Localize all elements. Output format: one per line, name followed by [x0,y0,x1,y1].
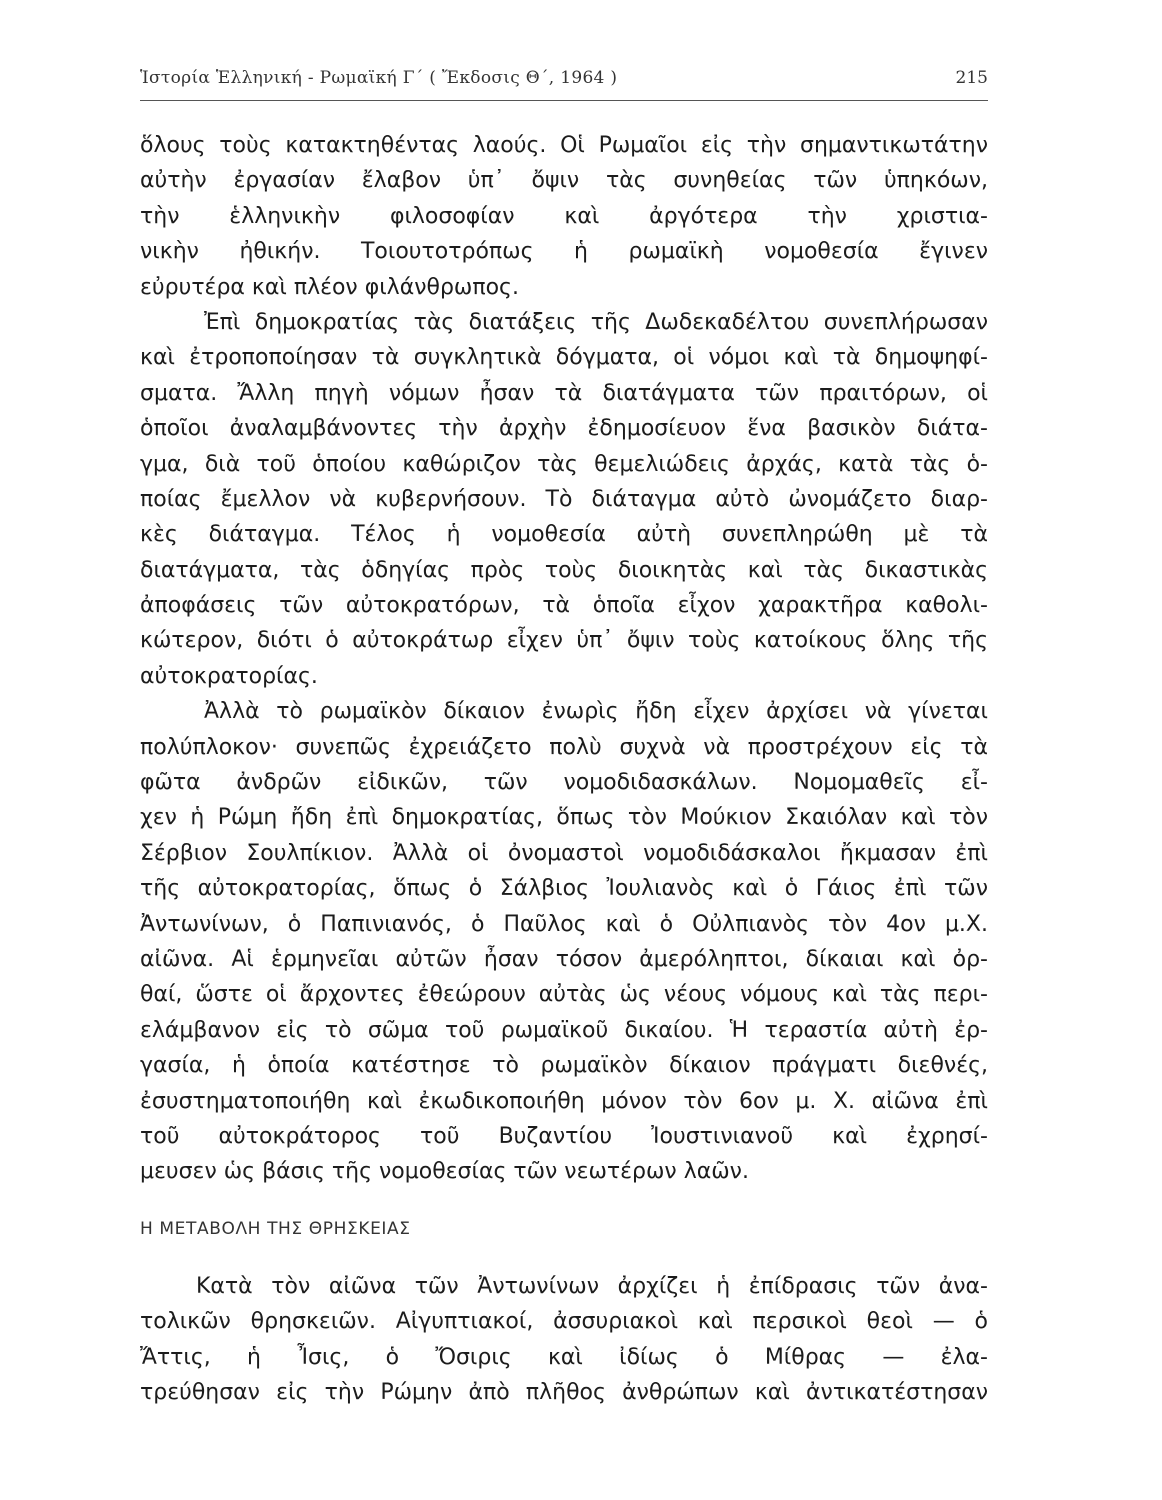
text-line: Ἀλλὰ τὸ ρωμαϊκὸν δίκαιον ἐνωρὶς ἤδη εἶχεν ἀρχίσει νὰ γίνεται [204,699,988,725]
text-line: ἀποφάσεις τῶν αὐτοκρατόρων, τὰ ὁποῖα εἶχον χαρακτῆρα καθολι- [140,593,988,619]
running-header [140,68,988,98]
text-line: διατάγματα, τὰς ὁδηγίας πρὸς τοὺς διοικητὰς καὶ τὰς δικαστικὰς [140,557,988,583]
text-line: τὴν ἑλληνικὴν φιλοσοφίαν καὶ ἀργότερα τὴν χριστια- [140,203,988,229]
text-line: τρεύθησαν εἰς τὴν Ρώμην ἀπὸ πλῆθος ἀνθρώπων καὶ ἀντικατέστησαν [140,1379,988,1405]
text-line: τολικῶν θρησκειῶν. Αἰγυπτιακοί, ἀσσυριακοὶ καὶ περσικοὶ θεοὶ — ὁ [140,1309,988,1335]
paragraph-2 [140,305,988,694]
text-line: τοῦ αὐτοκράτορος τοῦ Βυζαντίου Ἰουστινιανοῦ καὶ ἐχρησί- [140,1123,988,1149]
text-line: αἰῶνα. Αἱ ἑρμηνεῖαι αὐτῶν ἦσαν τόσον ἀμερόληπτοι, δίκαιαι καὶ ὀρ- [140,946,988,972]
text-line: ἐσυστηματοποιήθη καὶ ἐκωδικοποιήθη μόνον τὸν 6ον μ. Χ. αἰῶνα ἐπὶ [140,1088,988,1114]
paragraph-1 [140,128,988,305]
text-line: ὅλους τοὺς κατακτηθέντας λαούς. Οἱ Ρωμαῖοι εἰς τὴν σημαντικωτάτην [140,133,988,158]
book-title: Ἱστορία Ἑλληνική - Ρωμαϊκή Γ΄ ( Ἔκδοσις Θ΄, 1964 ) [140,68,618,88]
text-line: ποίας ἔμελλον νὰ κυβερνήσουν. Τὸ διάταγμα αὐτὸ ὠνομάζετο διαρ- [140,486,988,512]
text-line: σματα. Ἄλλη πηγὴ νόμων ἦσαν τὰ διατάγματα τῶν πραιτόρων, οἱ [140,380,988,406]
text-line: αὐτὴν ἐργασίαν ἔλαβον ὑπ᾿ ὄψιν τὰς συνηθείας τῶν ὑπηκόων, [140,168,988,194]
text-line: ὁποῖοι ἀναλαμβάνοντες τὴν ἀρχὴν ἐδημοσίευον ἕνα βασικὸν διάτα- [140,416,988,442]
text-line: αὐτοκρατορίας. [140,663,318,689]
text-line: πολύπλοκον· συνεπῶς ἐχρειάζετο πολὺ συχνὰ νὰ προστρέχουν εἰς τὰ [140,734,988,760]
body-text [140,128,988,1410]
text-line: Κατὰ τὸν αἰῶνα τῶν Ἀντωνίνων ἀρχίζει ἡ ἐπίδρασις τῶν ἀνα- [196,1273,988,1299]
text-line: θαί, ὥστε οἱ ἄρχοντες ἐθεώρουν αὐτὰς ὡς νέους νόμους καὶ τὰς περι- [140,982,988,1008]
section-heading: Η ΜΕΤΑΒΟΛΗ ΤΗΣ ΘΡΗΣΚΕΙΑΣ [140,1218,411,1239]
page-number: 215 [955,68,988,88]
text-line: Ἀντωνίνων, ὁ Παπινιανός, ὁ Παῦλος καὶ ὁ Οὐλπιανὸς τὸν 4ον μ.Χ. [140,911,988,937]
text-line: ελάμβανον εἰς τὸ σῶμα τοῦ ρωμαϊκοῦ δικαίου. Ἡ τεραστία αὐτὴ ἐρ- [140,1017,988,1043]
text-line: φῶτα ἀνδρῶν εἰδικῶν, τῶν νομοδιδασκάλων. Νομομαθεῖς εἶ- [140,770,988,796]
text-line: Ἐπὶ δημοκρατίας τὰς διατάξεις τῆς Δωδεκαδέλτου συνεπλήρωσαν [204,309,988,335]
text-line: γασία, ἡ ὁποία κατέστησε τὸ ρωμαϊκὸν δίκαιον πράγματι διεθνές, [140,1053,988,1079]
text-line: καὶ ἐτροποποίησαν τὰ συγκλητικὰ δόγματα, οἱ νόμοι καὶ τὰ δημοψηφί- [140,345,988,371]
paragraph-3 [140,694,988,1189]
text-line: Σέρβιον Σουλπίκιον. Ἀλλὰ οἱ ὀνομαστοὶ νομοδιδάσκαλοι ἤκμασαν ἐπὶ [140,840,988,866]
text-line: εὐρυτέρα καὶ πλέον φιλάνθρωπος. [140,274,519,300]
text-line: κώτερον, διότι ὁ αὐτοκράτωρ εἶχεν ὑπ᾿ ὄψιν τοὺς κατοίκους ὅλης τῆς [140,628,988,654]
text-line: γμα, διὰ τοῦ ὁποίου καθώριζον τὰς θεμελιώδεις ἀρχάς, κατὰ τὰς ὁ- [140,451,988,477]
text-line: νικὴν ἠθικήν. Τοιουτοτρόπως ἡ ρωμαϊκὴ νομοθεσία ἔγινεν [140,239,988,265]
header-rule [140,100,988,101]
text-line: κὲς διάταγμα. Τέλος ἡ νομοθεσία αὐτὴ συνεπληρώθη μὲ τὰ [140,522,988,548]
paragraph-4 [140,1269,988,1411]
text-line: τῆς αὐτοκρατορίας, ὅπως ὁ Σάλβιος Ἰουλιανὸς καὶ ὁ Γάιος ἐπὶ τῶν [140,876,988,902]
text-line: Ἄττις, ἡ Ἶσις, ὁ Ὄσιρις καὶ ἰδίως ὁ Μίθρας — ἐλα- [140,1344,988,1370]
text-line: χεν ἡ Ρώμη ἤδη ἐπὶ δημοκρατίας, ὅπως τὸν Μούκιον Σκαιόλαν καὶ τὸν [140,805,988,831]
text-line: μευσεν ὡς βάσις τῆς νομοθεσίας τῶν νεωτέρων λαῶν. [140,1159,749,1185]
